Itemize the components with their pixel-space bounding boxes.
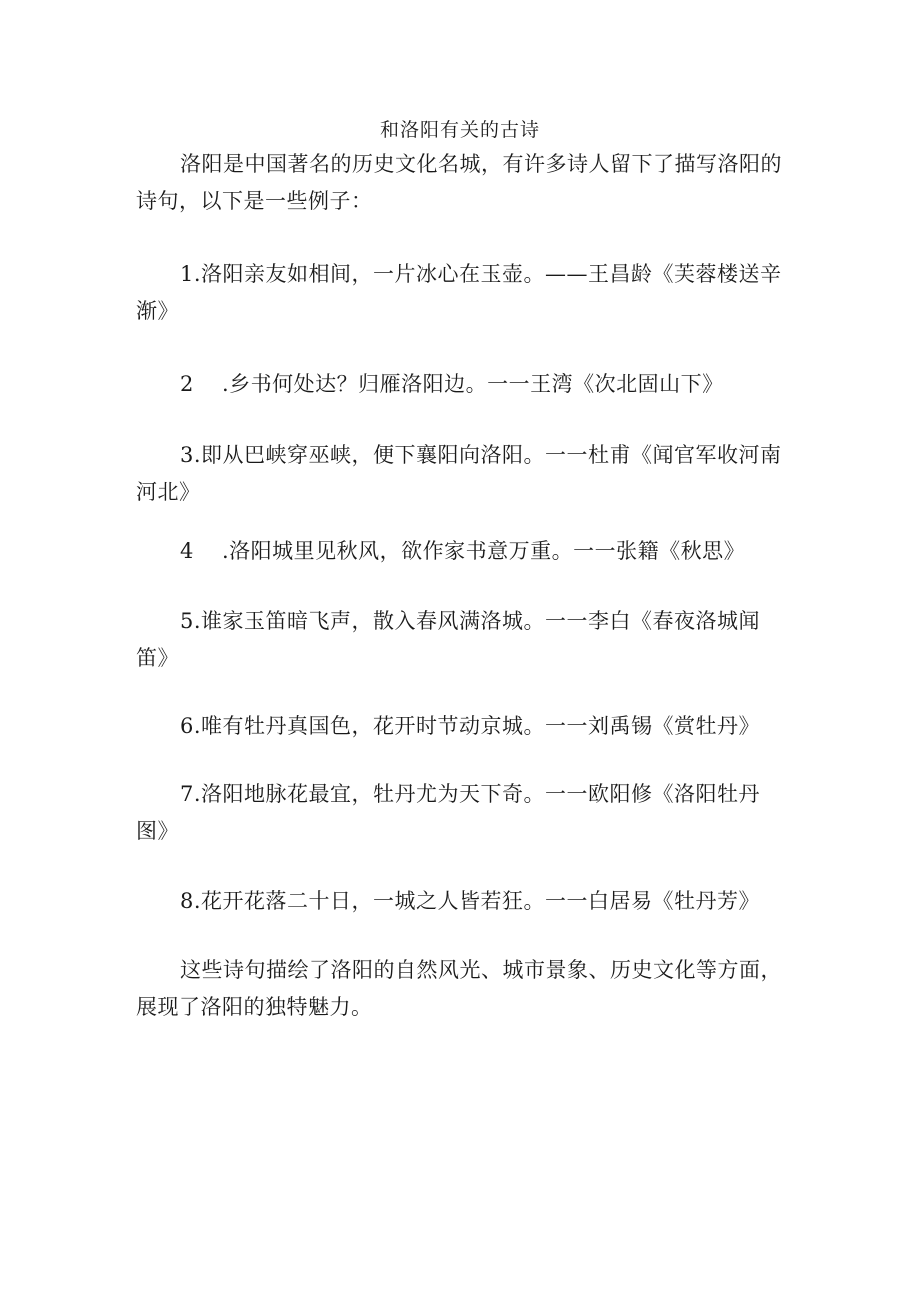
poem-item-number: 3: [180, 443, 194, 467]
intro-paragraph: 洛阳是中国著名的历史文化名城，有许多诗人留下了描写洛阳的诗句，以下是一些例子：: [136, 152, 782, 213]
poem-item-text: .洛阳地脉花最宜，牡丹尤为天下奇。一一欧阳修《洛阳牡丹图》: [136, 782, 761, 843]
poem-item-text: .洛阳城里见秋风，欲作家书意万重。一一张籍《秋思》: [222, 539, 746, 563]
conclusion-paragraph: 这些诗句描绘了洛阳的自然风光、城市景象、历史文化等方面，展现了洛阳的独特魅力。: [136, 958, 782, 1019]
poem-item-text: .谁家玉笛暗飞声，散入春风满洛城。一一李白《春夜洛城闻笛》: [136, 609, 761, 670]
poem-item-2: [136, 366, 784, 403]
poem-item-text: .洛阳亲友如相间，一片冰心在玉壶。——王昌龄《芙蓉楼送辛渐》: [136, 262, 782, 323]
poem-item-1: [136, 256, 784, 330]
poem-item-7: [136, 776, 784, 850]
poem-item-5: [136, 603, 784, 677]
poem-item-4: [136, 533, 784, 570]
poem-item-number: 1: [180, 262, 194, 286]
poem-item-number: 5: [180, 609, 194, 633]
poem-item-8: [136, 883, 784, 920]
poem-item-3: [136, 437, 784, 511]
document-title: 和洛阳有关的古诗: [379, 119, 540, 141]
poem-item-number: 2: [180, 372, 194, 396]
poem-item-number: 6: [180, 714, 194, 738]
poem-item-number: 7: [180, 782, 194, 806]
poem-item-text: .花开花落二十日，一城之人皆若狂。一一白居易《牡丹芳》: [193, 889, 761, 913]
poem-item-number: 4: [180, 539, 194, 563]
poem-item-text: .唯有牡丹真国色，花开时节动京城。一一刘禹锡《赏牡丹》: [193, 714, 761, 738]
poem-item-text: .即从巴峡穿巫峡，便下襄阳向洛阳。一一杜甫《闻官军收河南河北》: [136, 443, 782, 504]
poem-item-text: .乡书何处达？归雁洛阳边。一一王湾《次北固山下》: [222, 372, 724, 396]
poem-item-6: [136, 708, 784, 745]
poem-item-number: 8: [180, 889, 194, 913]
